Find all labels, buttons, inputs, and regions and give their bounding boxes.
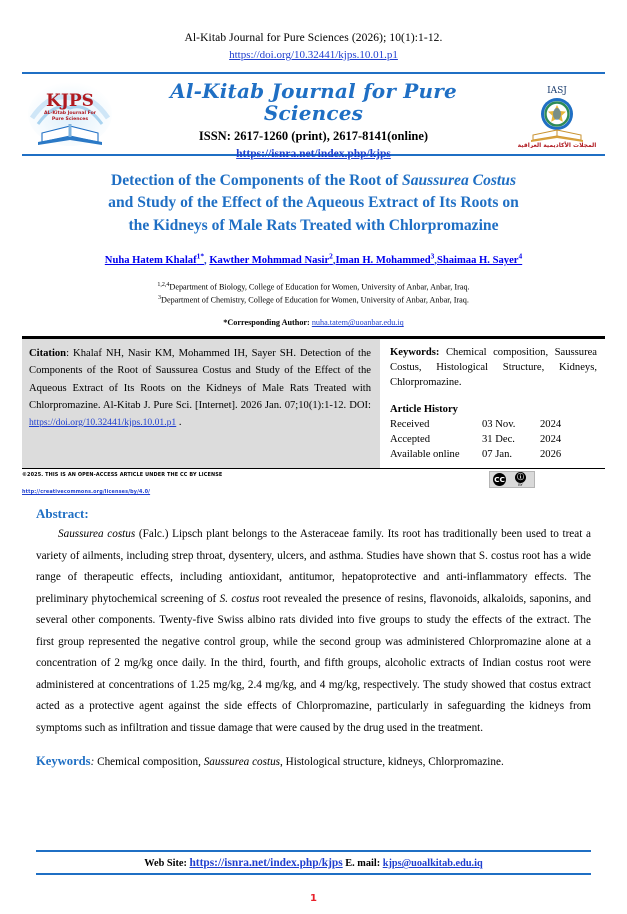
cc-by-badge-icon (489, 471, 535, 488)
history-date-accepted: 31 Dec. (482, 434, 515, 446)
author-4-sup: 4 (518, 251, 523, 261)
article-history-row (390, 432, 597, 447)
abstract-section (36, 506, 591, 771)
affiliation-1 (0, 281, 627, 294)
article-history-row (390, 447, 597, 462)
svg-text:IASJ: IASJ (547, 85, 567, 96)
author-4-name: Shaimaa H. Sayer (436, 255, 519, 267)
author-4[interactable] (436, 251, 523, 267)
running-head (0, 0, 627, 64)
affiliation-2-text: Department of Chemistry, College of Education for Women, University of Anbar, Anbar, Iraq. (161, 295, 469, 305)
kjps-logo (22, 78, 118, 148)
running-head-citation: Al-Kitab Journal for Pure Sciences (2026); 10(1):1-12. (184, 32, 443, 44)
citation-label: Citation (29, 348, 67, 360)
author-list (0, 252, 627, 268)
author-sep-2: , (332, 255, 336, 267)
abstract-italic-mid: S. costus (219, 592, 260, 605)
title-line-1a: Detection of the Components of the Root of (110, 171, 403, 189)
page-number: 1 (310, 893, 317, 904)
abstract-italic-lead: Saussurea costus (58, 528, 136, 541)
author-sep-3: , (434, 255, 437, 267)
citation-doi-link[interactable]: https://doi.org/10.32441/kjps.10.01.p1 (29, 416, 177, 428)
history-year-available-online: 2026 (540, 449, 562, 461)
author-2-sup: 2 (329, 251, 333, 261)
journal-issn: ISSN: 2617-1260 (print), 2617-8141(online) (198, 128, 429, 143)
corresponding-author (0, 318, 627, 327)
license-strip (22, 469, 605, 497)
journal-identity (118, 78, 509, 162)
iasj-logo (509, 78, 605, 148)
journal-title: Al-Kitab Journal for Pure Sciences (170, 78, 457, 125)
author-sep-1: , (204, 255, 210, 267)
history-year-received: 2024 (540, 419, 562, 431)
page-title (34, 170, 593, 238)
cc-by-label: BY (518, 482, 523, 487)
svg-text:KJPS: KJPS (46, 90, 94, 111)
page-footer (0, 850, 627, 914)
running-head-doi-link[interactable]: https://doi.org/10.32441/kjps.10.01.p1 (229, 48, 398, 61)
title-species-name: Saussurea Costus (402, 171, 517, 189)
corresponding-author-label: *Corresponding Author: (223, 318, 312, 328)
iasj-logo-graphic (509, 78, 605, 148)
keywords-history-box (380, 339, 605, 468)
article-history-row (390, 417, 597, 432)
footer-website-link[interactable]: https://isnra.net/index.php/kjps (189, 857, 343, 869)
keywords-line-heading: Keywords (36, 754, 91, 769)
footer-web-label: Web Site: (144, 858, 190, 869)
author-1-sup: 1* (196, 251, 205, 261)
citation-text: : Khalaf NH, Nasir KM, Mohammed IH, Sayer SH. Detection of the Components of the Root of Saussurea Costus and Study of the Effect of the Aqueous Extract of Its Roots on the Kidneys of Male Rats Treated with Chlorpromazine. Al-Kitab J. Pure Sci. [Internet]. 2026 Jan. 07;10(1):1-12. DOI: (29, 348, 371, 411)
abstract-text (36, 524, 591, 739)
license-statement: ©2025. THIS IS AN OPEN-ACCESS ARTICLE UNDER THE CC BY LICENSE (22, 472, 223, 479)
history-date-received: 03 Nov. (482, 419, 516, 431)
history-label-received: Received (390, 419, 430, 431)
journal-website-link[interactable]: https://isnra.net/index.php/kjps (236, 147, 391, 160)
citation-trailing: . (176, 416, 182, 428)
corresponding-author-email[interactable]: nuha.tatem@uoanbar.edu.iq (311, 318, 404, 328)
cc-circle-icon: CC (494, 475, 505, 485)
title-line-2: and Study of the Effect of the Aqueous Extract of Its Roots on (108, 194, 519, 212)
keywords-line (36, 752, 591, 771)
citation-box (22, 339, 380, 468)
keywords-line-part-1: Chemical composition, (94, 756, 204, 769)
abstract-part-1: (Falc.) Lipsch plant belongs to the Asteraceae family. Its root has traditionally been used to treat a variety of ailments, including strep throat, dysentery, ulcers, and asthma. Studies have shown that S. costus root has a wide range of therapeutic effects, including antioxidant, antitumor, hepatoprotective and anti-inflammatory effects. The preliminary phytochemical screening of (36, 528, 591, 605)
affiliation-2-sup: 3 (158, 295, 162, 302)
history-year-accepted: 2024 (540, 434, 562, 446)
footer-mail-label: E. mail: (342, 858, 383, 869)
author-3-name: Iman H. Mohammed (335, 255, 431, 267)
iasj-arabic-caption: المجلات الأكاديمية العراقية (517, 141, 597, 148)
footer-contact-line (36, 852, 591, 873)
footer-email-link[interactable]: kjps@uoalkitab.edu.iq (382, 858, 483, 869)
citation-keywords-band (22, 336, 605, 468)
kjps-logo-graphic (22, 78, 118, 148)
keywords-label: Keywords: (390, 347, 440, 359)
keywords-line-colon: : (90, 756, 95, 769)
cc-person-icon: ⓘ (517, 473, 524, 482)
author-3[interactable] (335, 251, 435, 267)
abstract-heading: Abstract: (36, 506, 89, 522)
keywords-line-species: Saussurea costus (203, 756, 281, 769)
author-2-name: Kawther Mohmmad Nasir (209, 255, 330, 267)
affiliation-1-sup: 1,2,4 (157, 282, 170, 289)
history-label-accepted: Accepted (390, 434, 430, 446)
license-url-link[interactable]: http://creativecommons.org/licenses/by/4.0/ (22, 488, 151, 495)
cc-by-mark (515, 472, 526, 487)
keywords-block (390, 345, 597, 390)
article-history-title: Article History (390, 404, 458, 416)
history-date-available-online: 07 Jan. (482, 449, 513, 461)
abstract-part-2: root revealed the presence of resins, flavonoids, alkaloids, saponins, and several other components. Twenty-five Swiss albino rats divided into five groups to study the effects of the extract. The first group represented the negative control group, while the second group was administered Chlorpromazine alone at a concentration of 2 mg/kg once daily. In the third, fourth, and fifth groups, alcoholic extracts of Indian costus root were administered at concentrations of 1.25 mg/kg, 2.4 mg/kg, and 4 mg/kg, respectively. The study showed that costus extract acted as a protective agent against the side effects of Chlorpromazine, particularly in safeguarding the kidneys from symptoms such as infiltration and tissue damage that were caused by the drug used in the treatment. (36, 592, 591, 734)
masthead (22, 72, 605, 160)
author-2[interactable] (209, 251, 333, 267)
history-label-available-online: Available online (390, 449, 460, 461)
keywords-text: Chemical composition, Saussurea Costus, Histological Structure, Kidneys, Chlorpromazine. (390, 347, 597, 389)
affiliation-2 (0, 294, 627, 307)
affiliations (0, 281, 627, 307)
author-1[interactable] (104, 251, 205, 267)
author-1-name: Nuha Hatem Khalaf (104, 255, 197, 267)
svg-text:AL-Kitab Journal For: AL-Kitab Journal For (43, 110, 97, 116)
title-line-3: the Kidneys of Male Rats Treated with Chlorpromazine (128, 217, 499, 235)
author-3-sup: 3 (430, 251, 435, 261)
keywords-line-part-2: , Histological structure, kidneys, Chlorpromazine. (280, 756, 504, 769)
affiliation-1-text: Department of Biology, College of Education for Women, University of Anbar, Anbar, Iraq. (169, 282, 470, 292)
svg-text:Pure Sciences: Pure Sciences (51, 116, 89, 122)
